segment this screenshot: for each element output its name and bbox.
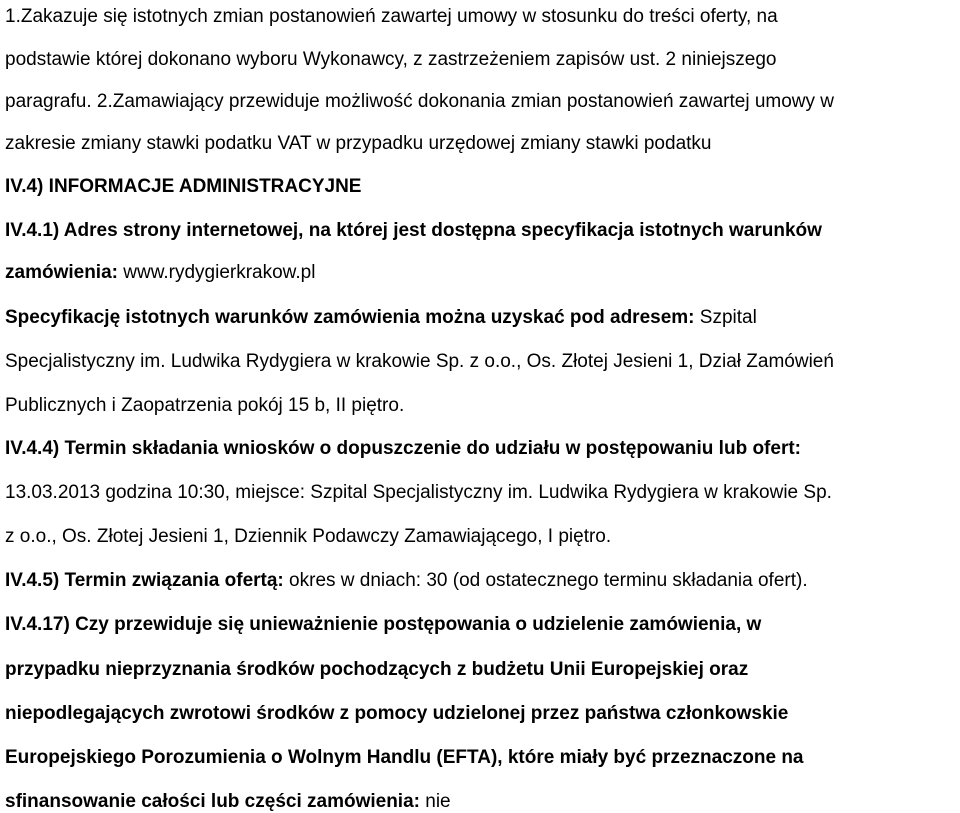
- text-line: [5, 526, 611, 548]
- text-line: [5, 703, 788, 725]
- bold-text-span: zamówienia:: [5, 262, 124, 283]
- text-span: Publicznych i Zaopatrzenia pokój 15 b, II piętro.: [5, 395, 405, 416]
- bold-text-span: IV.4.1) Adres strony internetowej, na której jest dostępna specyfikacja istotnych warunków: [5, 220, 822, 241]
- text-line: [5, 395, 404, 417]
- text-line: [5, 614, 761, 636]
- bold-text-span: Europejskiego Porozumienia o Wolnym Handlu (EFTA), które miały być przeznaczone na: [5, 747, 804, 768]
- bold-text-span: IV.4.17) Czy przewiduje się unieważnienie postępowania o udzielenie zamówienia, w: [5, 614, 762, 635]
- text-line: [5, 307, 757, 329]
- answer-text: nie: [425, 791, 451, 812]
- text-span: Szpital: [699, 307, 757, 328]
- text-line: [5, 791, 451, 813]
- heading-text: IV.4) INFORMACJE ADMINISTRACYJNE: [5, 176, 362, 197]
- text-span: okres w dniach: 30 (od ostatecznego terminu składania ofert).: [289, 570, 808, 591]
- bold-text-span: Specyfikację istotnych warunków zamówienia można uzyskać pod adresem:: [5, 307, 700, 328]
- text-line: [5, 262, 315, 284]
- text-span: zakresie zmiany stawki podatku VAT w przypadku urzędowej zmiany stawki podatku: [5, 133, 712, 154]
- text-line: [5, 49, 776, 71]
- text-span: z o.o., Os. Złotej Jesieni 1, Dziennik Podawczy Zamawiającego, I piętro.: [5, 526, 612, 547]
- bold-text-span: niepodlegających zwrotowi środków z pomocy udzielonej przez państwa członkowskie: [5, 703, 789, 724]
- text-line: [5, 438, 801, 460]
- bold-text-span: przypadku nieprzyznania środków pochodzących z budżetu Unii Europejskiej oraz: [5, 659, 749, 680]
- text-span: Specjalistyczny im. Ludwika Rydygiera w krakowie Sp. z o.o., Os. Złotej Jesieni 1, Dział Zamówień: [5, 351, 834, 372]
- text-line: [5, 133, 711, 155]
- text-line: [5, 220, 822, 242]
- text-span: 13.03.2013 godzina 10:30, miejsce: Szpital Specjalistyczny im. Ludwika Rydygiera w krakowie Sp.: [5, 482, 832, 503]
- text-line: [5, 6, 778, 28]
- text-span: 1.Zakazuje się istotnych zmian postanowień zawartej umowy w stosunku do treści oferty, na: [5, 6, 778, 27]
- text-span: podstawie której dokonano wyboru Wykonawcy, z zastrzeżeniem zapisów ust. 2 niniejszego: [5, 49, 777, 70]
- text-line: [5, 659, 748, 681]
- text-line: [5, 747, 804, 769]
- bold-text-span: sfinansowanie całości lub części zamówienia:: [5, 791, 426, 812]
- bold-text-span: IV.4.5) Termin związania ofertą:: [5, 570, 290, 591]
- website-url: www.rydygierkrakow.pl: [123, 262, 316, 283]
- text-span: paragrafu. 2.Zamawiający przewiduje możliwość dokonania zmian postanowień zawartej umowy w: [5, 91, 834, 112]
- text-line: [5, 482, 832, 504]
- section-heading: [5, 176, 361, 198]
- bold-text-span: IV.4.4) Termin składania wniosków o dopuszczenie do udziału w postępowaniu lub ofert:: [5, 438, 801, 459]
- text-line: [5, 570, 808, 592]
- text-line: [5, 91, 834, 113]
- text-line: [5, 351, 834, 373]
